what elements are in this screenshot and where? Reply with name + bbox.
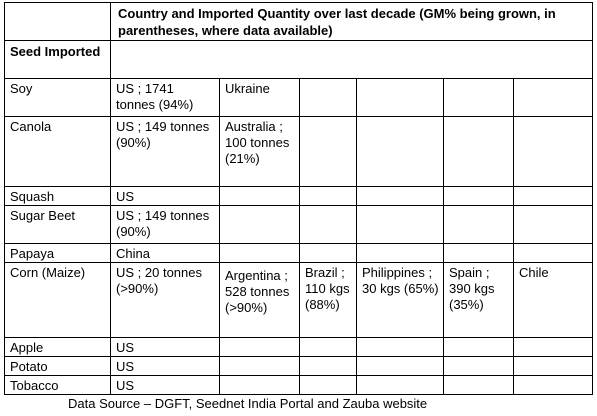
header-title: Country and Imported Quantity over last decade (GM% being grown, in parentheses, where data available) xyxy=(111,3,593,41)
table-row xyxy=(5,244,593,263)
table-cell xyxy=(357,244,444,263)
table-cell xyxy=(357,117,444,187)
seed-name: Tobacco xyxy=(5,376,111,395)
table-cell xyxy=(300,376,357,395)
seed-column-header: Seed Imported xyxy=(5,41,111,79)
table-row xyxy=(5,338,593,357)
table-cell xyxy=(300,206,357,244)
table-row xyxy=(5,187,593,206)
table-cell xyxy=(220,187,300,206)
seed-import-table xyxy=(4,2,593,395)
corner-cell xyxy=(5,3,111,41)
seed-name: Papaya xyxy=(5,244,111,263)
table-cell: US ; 149 tonnes (90%) xyxy=(111,117,220,187)
table-cell xyxy=(220,206,300,244)
table-cell xyxy=(357,187,444,206)
table-cell: China xyxy=(111,244,220,263)
table-cell: Chile xyxy=(514,263,593,338)
table-cell xyxy=(357,338,444,357)
table-cell xyxy=(444,357,514,376)
table-cell xyxy=(444,79,514,117)
table-cell: Australia ; 100 tonnes (21%) xyxy=(220,117,300,187)
table-cell xyxy=(444,244,514,263)
table-cell xyxy=(514,338,593,357)
table-header-row xyxy=(5,3,593,41)
table-cell xyxy=(514,79,593,117)
table-cell xyxy=(357,206,444,244)
seed-name: Corn (Maize) xyxy=(5,263,111,338)
table-row xyxy=(5,263,593,338)
table-cell: Brazil ; 110 kgs (88%) xyxy=(300,263,357,338)
seed-name: Apple xyxy=(5,338,111,357)
table-cell: Argentina ; 528 tonnes (>90%) xyxy=(220,263,300,338)
table-cell xyxy=(514,206,593,244)
table-cell: US xyxy=(111,187,220,206)
table-cell xyxy=(300,338,357,357)
table-row xyxy=(5,79,593,117)
table-cell: Spain ; 390 kgs (35%) xyxy=(444,263,514,338)
table-cell: US ; 1741 tonnes (94%) xyxy=(111,79,220,117)
seed-name: Soy xyxy=(5,79,111,117)
table-row xyxy=(5,376,593,395)
table-cell xyxy=(444,206,514,244)
table-cell xyxy=(220,244,300,263)
table-cell: US ; 20 tonnes (>90%) xyxy=(111,263,220,338)
seed-name: Squash xyxy=(5,187,111,206)
table-cell xyxy=(220,338,300,357)
table-cell: US xyxy=(111,338,220,357)
table-cell: US xyxy=(111,376,220,395)
table-cell xyxy=(357,79,444,117)
table-cell xyxy=(357,376,444,395)
table-cell xyxy=(220,357,300,376)
table-cell xyxy=(444,117,514,187)
empty-header-cell xyxy=(111,41,593,79)
table-cell: Ukraine xyxy=(220,79,300,117)
table-cell xyxy=(514,244,593,263)
table-row xyxy=(5,357,593,376)
table-cell xyxy=(300,79,357,117)
table-cell: US ; 149 tonnes (90%) xyxy=(111,206,220,244)
table-cell xyxy=(514,357,593,376)
table-cell xyxy=(444,338,514,357)
seed-name: Sugar Beet xyxy=(5,206,111,244)
seed-name: Potato xyxy=(5,357,111,376)
table-row xyxy=(5,117,593,187)
table-cell xyxy=(300,117,357,187)
table-cell xyxy=(514,187,593,206)
table-cell xyxy=(357,357,444,376)
table-cell xyxy=(300,357,357,376)
table-cell xyxy=(300,244,357,263)
table-cell: US xyxy=(111,357,220,376)
table-cell xyxy=(514,376,593,395)
seed-header-row xyxy=(5,41,593,79)
table-cell xyxy=(444,187,514,206)
table-cell xyxy=(444,376,514,395)
seed-name: Canola xyxy=(5,117,111,187)
table-cell xyxy=(220,376,300,395)
table-cell xyxy=(514,117,593,187)
table-cell xyxy=(300,187,357,206)
data-source-note: Data Source – DGFT, Seednet India Portal and Zauba website xyxy=(68,396,428,411)
table-row xyxy=(5,206,593,244)
table-cell: Philippines ; 30 kgs (65%) xyxy=(357,263,444,338)
